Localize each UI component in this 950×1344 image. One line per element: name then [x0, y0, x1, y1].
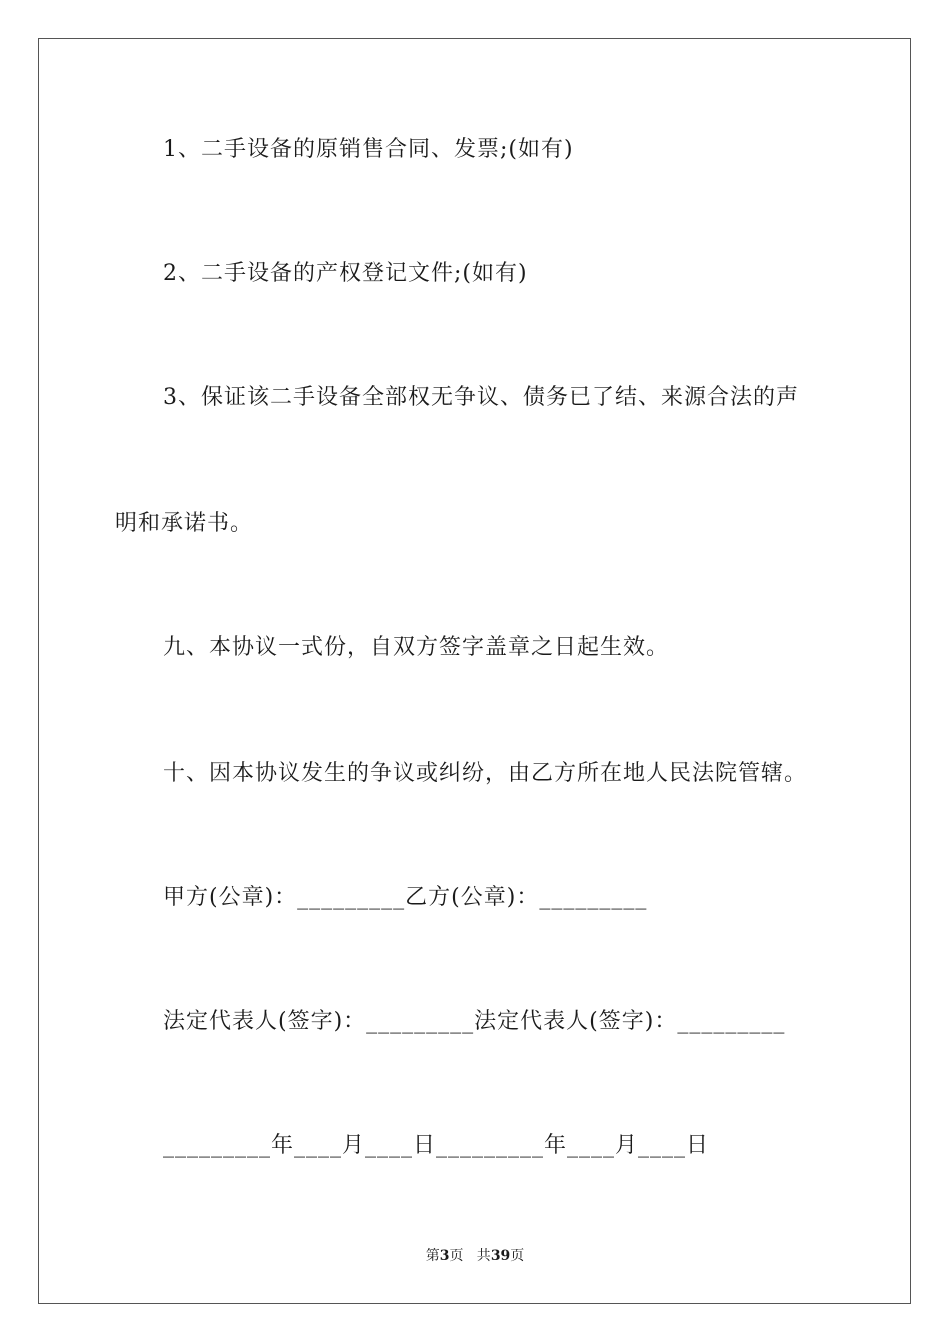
- total-page-count: 39: [490, 1248, 511, 1264]
- footer-suffix: 页: [510, 1248, 525, 1264]
- party-seals-line: 甲方(公章)：_________乙方(公章)：_________: [163, 885, 648, 910]
- item-2-registration-documents: 2、二手设备的产权登记文件;(如有): [163, 261, 528, 286]
- item-3-guarantee-statement: 3、保证该二手设备全部权无争议、债务已了结、来源合法的声: [163, 385, 799, 410]
- item-1-sales-contract: 1、二手设备的原销售合同、发票;(如有): [163, 137, 574, 162]
- clause-ten-jurisdiction: 十、因本协议发生的争议或纠纷，由乙方所在地人民法院管辖。: [163, 761, 808, 786]
- footer-prefix: 第: [425, 1248, 440, 1264]
- legal-representative-signature-line: 法定代表人(签字)：_________法定代表人(签字)：_________: [163, 1009, 786, 1034]
- signing-date-line: _________年____月____日_________年____月____日: [163, 1133, 710, 1158]
- current-page-number: 3: [439, 1248, 450, 1264]
- page-number-footer: [0, 1246, 950, 1266]
- item-3-guarantee-statement-continued: 明和承诺书。: [115, 511, 254, 536]
- footer-middle: 页 共: [449, 1248, 491, 1264]
- page-border: [38, 38, 911, 1304]
- clause-nine-effectiveness: 九、本协议一式份，自双方签字盖章之日起生效。: [163, 635, 670, 660]
